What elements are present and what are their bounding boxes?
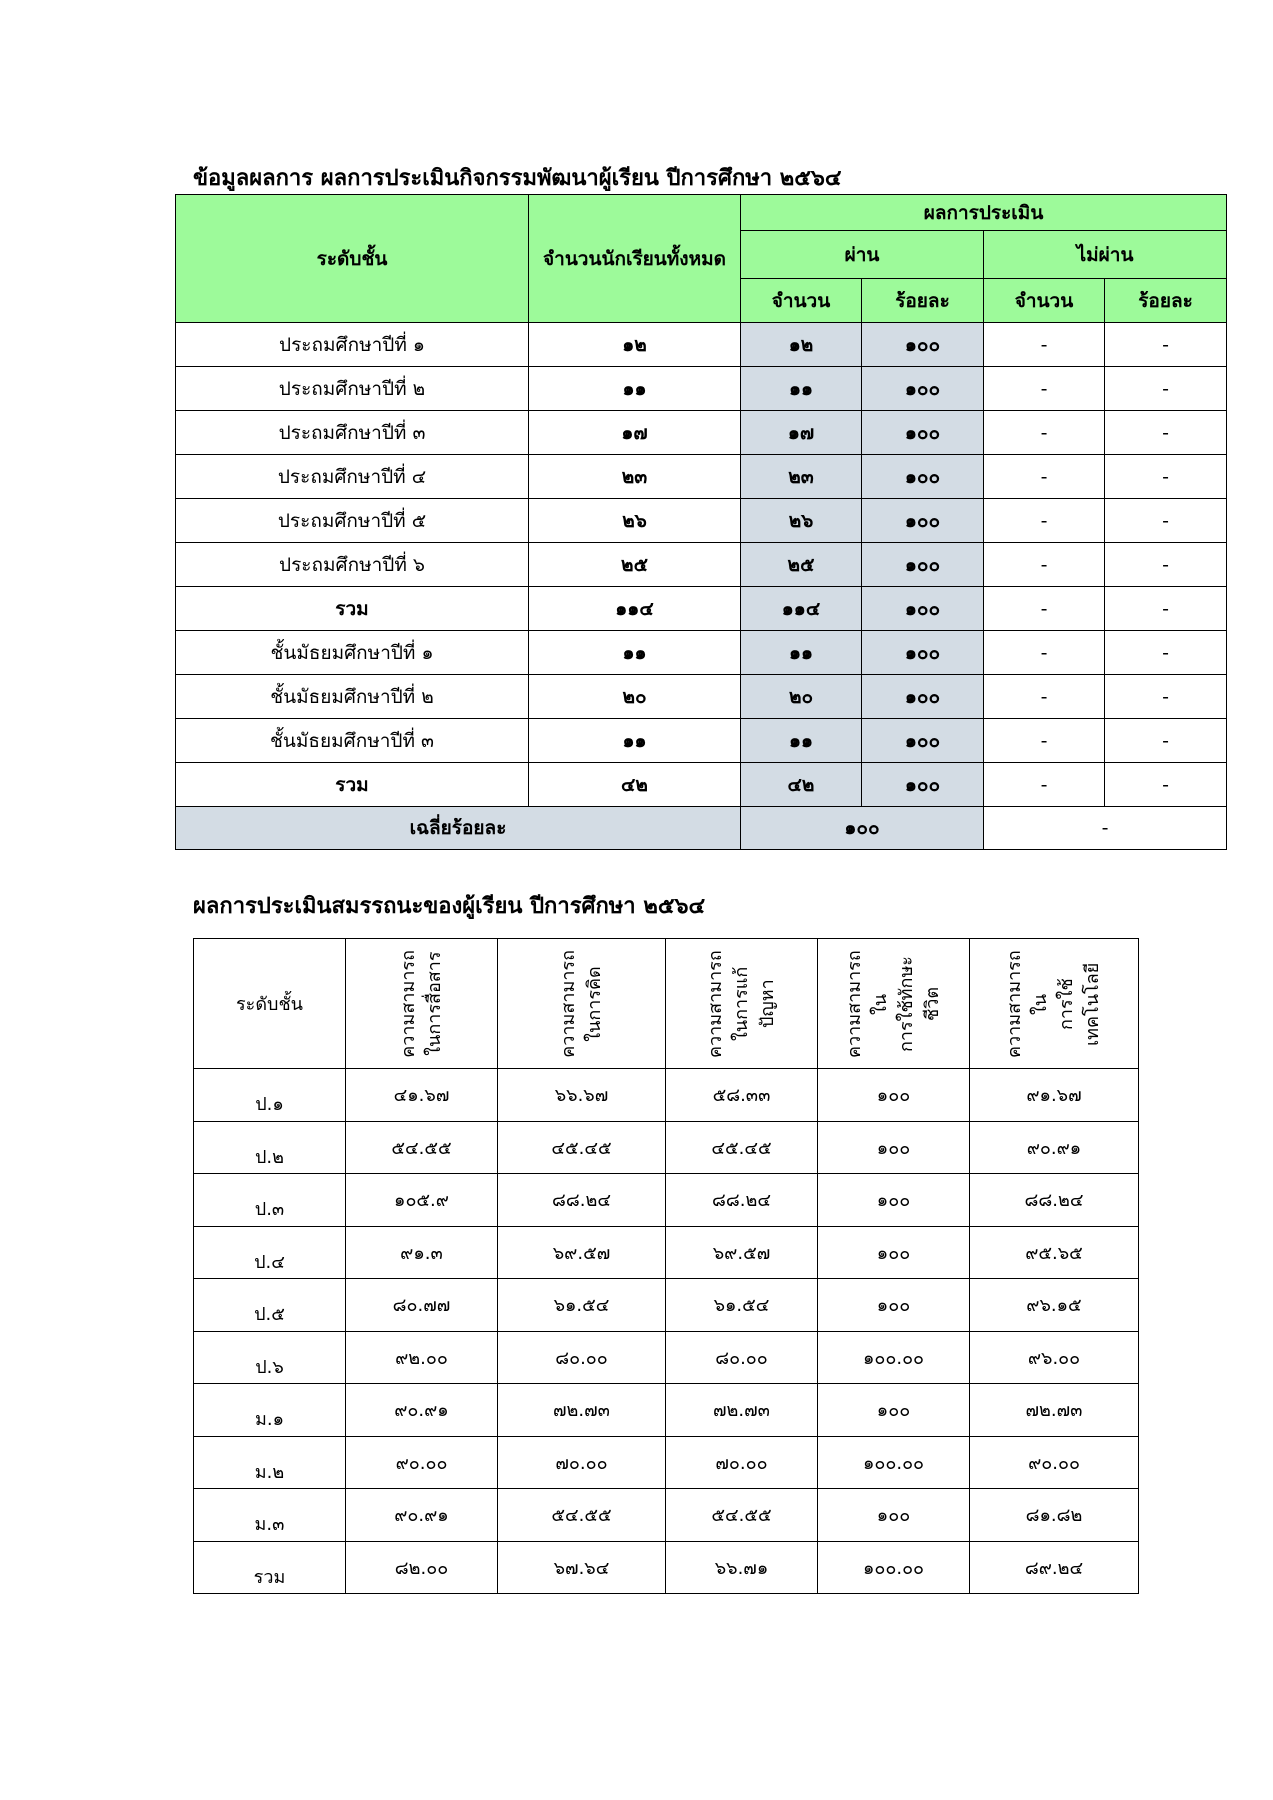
- average-pass: ๑๐๐: [741, 807, 984, 850]
- table-row: [194, 1174, 1139, 1227]
- header-life-skills-label: ความสามารถใน การใช้ทักษะ ชีวิต: [843, 949, 943, 1058]
- table-row: [176, 411, 1227, 455]
- pass-count-cell: ๒๕: [741, 543, 862, 587]
- table-row: [194, 1226, 1139, 1279]
- fail-count-cell: -: [984, 543, 1105, 587]
- pass-percent-cell: ๑๐๐: [862, 455, 984, 499]
- fail-count-cell: -: [984, 763, 1105, 807]
- score-cell-c2: ๖๙.๕๗: [498, 1226, 666, 1279]
- table-row: [194, 1279, 1139, 1332]
- header-technology-label: ความสามารถใน การใช้ เทคโนโลยี: [1004, 949, 1103, 1058]
- level-cell: ชั้นมัธยมศึกษาปีที่ ๒: [176, 675, 529, 719]
- header-communication-label: ความสามารถ ในการสื่อสาร: [397, 949, 445, 1058]
- pass-count-cell: ๑๑: [741, 719, 862, 763]
- score-cell-c2: ๔๕.๔๕: [498, 1121, 666, 1174]
- fail-count-cell: -: [984, 411, 1105, 455]
- score-cell-c5: ๙๕.๖๕: [970, 1226, 1139, 1279]
- total-cell: ๑๑๔: [529, 587, 741, 631]
- fail-percent-cell: -: [1105, 631, 1227, 675]
- score-cell-c5: ๙๖.๑๕: [970, 1279, 1139, 1332]
- fail-percent-cell: -: [1105, 543, 1227, 587]
- score-cell-c2: ๖๖.๖๗: [498, 1069, 666, 1122]
- pass-count-cell: ๒๐: [741, 675, 862, 719]
- header-total-students: จำนวนนักเรียนทั้งหมด: [529, 195, 741, 323]
- header-pass-count: จำนวน: [741, 279, 862, 323]
- header-technology: [970, 939, 1139, 1069]
- score-cell-c3: ๗๐.๐๐: [666, 1436, 818, 1489]
- fail-percent-cell: -: [1105, 587, 1227, 631]
- pass-count-cell: ๔๒: [741, 763, 862, 807]
- fail-percent-cell: -: [1105, 411, 1227, 455]
- score-cell-c2: ๘๘.๒๔: [498, 1174, 666, 1227]
- score-cell-c3: ๕๘.๓๓: [666, 1069, 818, 1122]
- score-cell-c1: ๘๐.๗๗: [346, 1279, 498, 1332]
- fail-count-cell: -: [984, 499, 1105, 543]
- fail-percent-cell: -: [1105, 675, 1227, 719]
- score-cell-c4: ๑๐๐: [818, 1489, 970, 1542]
- pass-count-cell: ๒๖: [741, 499, 862, 543]
- score-cell-c4: ๑๐๐: [818, 1384, 970, 1437]
- table-row: [194, 1069, 1139, 1122]
- pass-percent-cell: ๑๐๐: [862, 323, 984, 367]
- header-level: ระดับชั้น: [176, 195, 529, 323]
- total-cell: ๑๑: [529, 719, 741, 763]
- score-cell-c1: ๙๐.๙๑: [346, 1489, 498, 1542]
- level-cell: ป.๖: [194, 1331, 346, 1384]
- level-cell: ป.๔: [194, 1226, 346, 1279]
- pass-count-cell: ๑๒: [741, 323, 862, 367]
- pass-count-cell: ๑๑: [741, 367, 862, 411]
- score-cell-c2: ๖๑.๕๔: [498, 1279, 666, 1332]
- level-cell: ประถมศึกษาปีที่ ๓: [176, 411, 529, 455]
- table-row: [176, 675, 1227, 719]
- fail-percent-cell: -: [1105, 367, 1227, 411]
- level-cell: ป.๓: [194, 1174, 346, 1227]
- pass-count-cell: ๑๑๔: [741, 587, 862, 631]
- fail-count-cell: -: [984, 675, 1105, 719]
- score-cell-c3: ๘๘.๒๔: [666, 1174, 818, 1227]
- level-cell: ประถมศึกษาปีที่ ๑: [176, 323, 529, 367]
- header-pass-percent: ร้อยละ: [862, 279, 984, 323]
- header-fail-percent: ร้อยละ: [1105, 279, 1227, 323]
- score-cell-c3: ๖๑.๕๔: [666, 1279, 818, 1332]
- score-cell-c1: ๙๒.๐๐: [346, 1331, 498, 1384]
- pass-count-cell: ๑๑: [741, 631, 862, 675]
- table-row: [176, 543, 1227, 587]
- table-row: [194, 1489, 1139, 1542]
- level-cell: ประถมศึกษาปีที่ ๖: [176, 543, 529, 587]
- table-row: [176, 631, 1227, 675]
- header-problem-solving-label: ความสามารถ ในการแก้ปัญหา: [704, 949, 778, 1058]
- score-cell-c1: ๙๐.๐๐: [346, 1436, 498, 1489]
- header-result: ผลการประเมิน: [741, 195, 1227, 231]
- fail-count-cell: -: [984, 587, 1105, 631]
- score-cell-c5: ๗๒.๗๓: [970, 1384, 1139, 1437]
- score-cell-c4: ๑๐๐: [818, 1174, 970, 1227]
- score-cell-c1: ๔๑.๖๗: [346, 1069, 498, 1122]
- score-cell-c2: ๗๒.๗๓: [498, 1384, 666, 1437]
- score-cell-c4: ๑๐๐: [818, 1226, 970, 1279]
- table1-title: ข้อมูลผลการ ผลการประเมินกิจกรรมพัฒนาผู้เรียน ปีการศึกษา ๒๕๖๔: [193, 166, 842, 191]
- header-thinking-label: ความสามารถ ในการคิด: [557, 949, 605, 1058]
- score-cell-c5: ๘๘.๒๔: [970, 1174, 1139, 1227]
- table-row: [176, 455, 1227, 499]
- table-row: [176, 367, 1227, 411]
- total-row: [194, 1541, 1139, 1593]
- fail-percent-cell: -: [1105, 323, 1227, 367]
- score-cell-c1: ๘๒.๐๐: [346, 1541, 498, 1593]
- pass-percent-cell: ๑๐๐: [862, 499, 984, 543]
- table-row: [194, 1384, 1139, 1437]
- score-cell-c4: ๑๐๐.๐๐: [818, 1541, 970, 1593]
- level-cell: ประถมศึกษาปีที่ ๕: [176, 499, 529, 543]
- pass-count-cell: ๑๗: [741, 411, 862, 455]
- table-row: [194, 1121, 1139, 1174]
- score-cell-c1: ๙๐.๙๑: [346, 1384, 498, 1437]
- average-label: เฉลี่ยร้อยละ: [176, 807, 741, 850]
- score-cell-c4: ๑๐๐: [818, 1069, 970, 1122]
- score-cell-c5: ๙๐.๐๐: [970, 1436, 1139, 1489]
- activity-assessment-table: [175, 194, 1227, 850]
- header-problem-solving: [666, 939, 818, 1069]
- score-cell-c2: ๖๗.๖๔: [498, 1541, 666, 1593]
- header-level-label: ระดับชั้น: [236, 994, 303, 1015]
- pass-count-cell: ๒๓: [741, 455, 862, 499]
- level-cell: ม.๓: [194, 1489, 346, 1542]
- total-cell: ๒๐: [529, 675, 741, 719]
- table-row: [194, 1436, 1139, 1489]
- table-row: [176, 323, 1227, 367]
- header-thinking: [498, 939, 666, 1069]
- level-cell: ม.๒: [194, 1436, 346, 1489]
- level-cell: ป.๑: [194, 1069, 346, 1122]
- level-cell: ป.๕: [194, 1279, 346, 1332]
- fail-count-cell: -: [984, 323, 1105, 367]
- table-row: [194, 1331, 1139, 1384]
- score-cell-c1: ๕๔.๕๕: [346, 1121, 498, 1174]
- level-cell: ชั้นมัธยมศึกษาปีที่ ๓: [176, 719, 529, 763]
- level-cell: ประถมศึกษาปีที่ ๒: [176, 367, 529, 411]
- score-cell-c1: ๙๑.๓: [346, 1226, 498, 1279]
- score-cell-c2: ๗๐.๐๐: [498, 1436, 666, 1489]
- total-cell: ๒๕: [529, 543, 741, 587]
- pass-percent-cell: ๑๐๐: [862, 543, 984, 587]
- total-cell: ๒๖: [529, 499, 741, 543]
- header-pass: ผ่าน: [741, 231, 984, 279]
- score-cell-c3: ๔๕.๔๕: [666, 1121, 818, 1174]
- total-cell: ๒๓: [529, 455, 741, 499]
- header-fail-count: จำนวน: [984, 279, 1105, 323]
- score-cell-c3: ๕๔.๕๕: [666, 1489, 818, 1542]
- pass-percent-cell: ๑๐๐: [862, 719, 984, 763]
- pass-percent-cell: ๑๐๐: [862, 411, 984, 455]
- level-cell: รวม: [194, 1541, 346, 1593]
- level-cell: รวม: [176, 587, 529, 631]
- level-cell: ประถมศึกษาปีที่ ๔: [176, 455, 529, 499]
- fail-count-cell: -: [984, 719, 1105, 763]
- fail-percent-cell: -: [1105, 499, 1227, 543]
- score-cell-c3: ๖๙.๕๗: [666, 1226, 818, 1279]
- total-row: [176, 763, 1227, 807]
- score-cell-c3: ๘๐.๐๐: [666, 1331, 818, 1384]
- fail-count-cell: -: [984, 631, 1105, 675]
- competency-assessment-table: [193, 938, 1139, 1594]
- pass-percent-cell: ๑๐๐: [862, 763, 984, 807]
- score-cell-c4: ๑๐๐: [818, 1279, 970, 1332]
- pass-percent-cell: ๑๐๐: [862, 367, 984, 411]
- score-cell-c4: ๑๐๐.๐๐: [818, 1436, 970, 1489]
- level-cell: ชั้นมัธยมศึกษาปีที่ ๑: [176, 631, 529, 675]
- pass-percent-cell: ๑๐๐: [862, 631, 984, 675]
- total-cell: ๑๑: [529, 367, 741, 411]
- average-fail: -: [984, 807, 1227, 850]
- table-row: [176, 499, 1227, 543]
- score-cell-c3: ๖๖.๗๑: [666, 1541, 818, 1593]
- fail-count-cell: -: [984, 455, 1105, 499]
- total-cell: ๑๗: [529, 411, 741, 455]
- score-cell-c5: ๙๖.๐๐: [970, 1331, 1139, 1384]
- fail-count-cell: -: [984, 367, 1105, 411]
- pass-percent-cell: ๑๐๐: [862, 587, 984, 631]
- level-cell: ป.๒: [194, 1121, 346, 1174]
- score-cell-c4: ๑๐๐: [818, 1121, 970, 1174]
- header-fail: ไม่ผ่าน: [984, 231, 1227, 279]
- score-cell-c4: ๑๐๐.๐๐: [818, 1331, 970, 1384]
- table-row: [176, 719, 1227, 763]
- score-cell-c2: ๘๐.๐๐: [498, 1331, 666, 1384]
- total-cell: ๑๑: [529, 631, 741, 675]
- header-level: [194, 939, 346, 1069]
- total-row: [176, 587, 1227, 631]
- score-cell-c3: ๗๒.๗๓: [666, 1384, 818, 1437]
- level-cell: ม.๑: [194, 1384, 346, 1437]
- score-cell-c5: ๙๑.๖๗: [970, 1069, 1139, 1122]
- fail-percent-cell: -: [1105, 763, 1227, 807]
- score-cell-c5: ๙๐.๙๑: [970, 1121, 1139, 1174]
- total-cell: ๔๒: [529, 763, 741, 807]
- fail-percent-cell: -: [1105, 455, 1227, 499]
- score-cell-c1: ๑๐๕.๙: [346, 1174, 498, 1227]
- fail-percent-cell: -: [1105, 719, 1227, 763]
- score-cell-c5: ๘๑.๘๒: [970, 1489, 1139, 1542]
- score-cell-c5: ๘๙.๒๔: [970, 1541, 1139, 1593]
- pass-percent-cell: ๑๐๐: [862, 675, 984, 719]
- score-cell-c2: ๕๔.๕๕: [498, 1489, 666, 1542]
- total-cell: ๑๒: [529, 323, 741, 367]
- level-cell: รวม: [176, 763, 529, 807]
- table2-title: ผลการประเมินสมรรถนะของผู้เรียน ปีการศึกษา ๒๕๖๔: [193, 894, 706, 919]
- header-communication: [346, 939, 498, 1069]
- header-life-skills: [818, 939, 970, 1069]
